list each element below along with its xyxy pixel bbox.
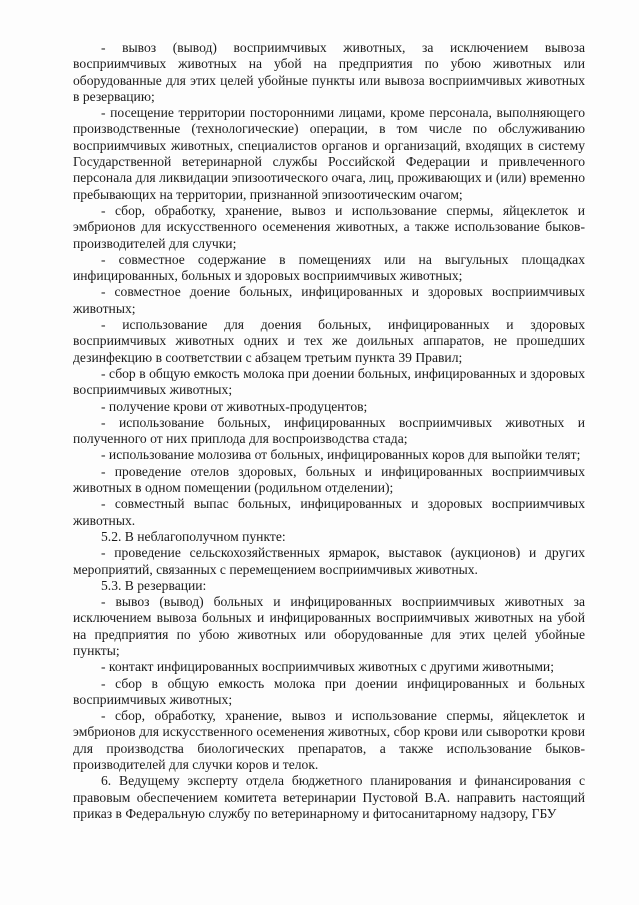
paragraph-colostrum-use: - использование молозива от больных, инфицированных коров для выпойки телят;: [101, 447, 581, 463]
document-body: [73, 40, 585, 822]
paragraph-reservation-export: - вывоз (вывод) больных и инфицированных восприимчивых животных за исключением вывоза больных и инфицированных восприимчивых животных на убой на предприятия по убою животных или оборудованные для этих целей убойные пункты;: [73, 594, 585, 658]
paragraph-milking-machines: - использование для доения больных, инфицированных и здоровых восприимчивых животных одних и тех же доильных аппаратов, не прошедших дезинфекцию в соответствии с абзацем третьим пункта 39 Правил;: [73, 317, 585, 365]
paragraph-blood-collection: - получение крови от животных-продуцентов;: [101, 398, 368, 414]
paragraph-reservation-milk: - сбор в общую емкость молока при доении инфицированных и больных восприимчивых животных;: [73, 675, 585, 707]
paragraph-breeding-use: - использование больных, инфицированных восприимчивых животных и полученного от них приплода для воспроизводства стада;: [73, 414, 585, 447]
paragraph-joint-milking: - совместное доение больных, инфицированных и здоровых восприимчивых животных;: [73, 284, 585, 316]
paragraph-sperm-collection: - сбор, обработку, хранение, вывоз и использование спермы, яйцеклеток и эмбрионов для искусственного осеменения животных, а также использование быков-производителей для случки;: [73, 202, 585, 251]
section-heading-5-3: 5.3. В резервации:: [101, 577, 207, 593]
paragraph-fairs-exhibitions: - проведение сельскохозяйственных ярмарок, выставок (аукционов) и других мероприятий, связанных с перемещением восприимчивых животных.: [73, 545, 585, 577]
paragraph-calving: - проведение отелов здоровых, больных и инфицированных восприимчивых животных в одном помещении (родильном отделении);: [73, 463, 585, 496]
paragraph-milk-collection: - сбор в общую емкость молока при доении больных, инфицированных и здоровых восприимчивых животных;: [73, 365, 585, 398]
paragraph-export-restriction: - вывоз (вывод) восприимчивых животных, за исключением вывоза восприимчивых животных на убой на предприятия по убою животных или оборудованные для этих целей убойные пункты или вывоза восприимчивых животных в резервацию;: [73, 40, 585, 104]
paragraph-joint-grazing: - совместный выпас больных, инфицированных и здоровых восприимчивых животных.: [73, 496, 585, 528]
paragraph-joint-housing: - совместное содержание в помещениях или на выгульных площадках инфицированных, больных и здоровых восприимчивых животных;: [73, 251, 585, 284]
paragraph-visitors-restriction: - посещение территории посторонними лицами, кроме персонала, выполняющего производственные (технологические) операции, в том числе по обслуживанию восприимчивых животных, специалистов органов и организаций, входящих в систему Государственной ветеринарной службы Российской Федерации и привлеченного персонала для ликвидации эпизоотического очага, лиц, проживающих и (или) временно пребывающих на территории, признанной эпизоотическим очагом;: [73, 105, 585, 202]
section-heading-5-2: 5.2. В неблагополучном пункте:: [101, 528, 286, 544]
paragraph-contact-restriction: - контакт инфицированных восприимчивых животных с другими животными;: [101, 659, 554, 675]
paragraph-reservation-sperm: - сбор, обработку, хранение, вывоз и использование спермы, яйцеклеток и эмбрионов для искусственного осеменения животных, сбор крови или сыворотки крови для производства биологических препаратов, а также использование быков-производителей для случки коров и телок.: [73, 708, 585, 773]
paragraph-item-6: 6. Ведущему эксперту отдела бюджетного планирования и финансирования с правовым обеспечением комитета ветеринарии Пустовой В.А. направить настоящий приказ в Федеральную службу по ветеринарному и фитосанитарному надзору, ГБУ: [73, 773, 585, 821]
